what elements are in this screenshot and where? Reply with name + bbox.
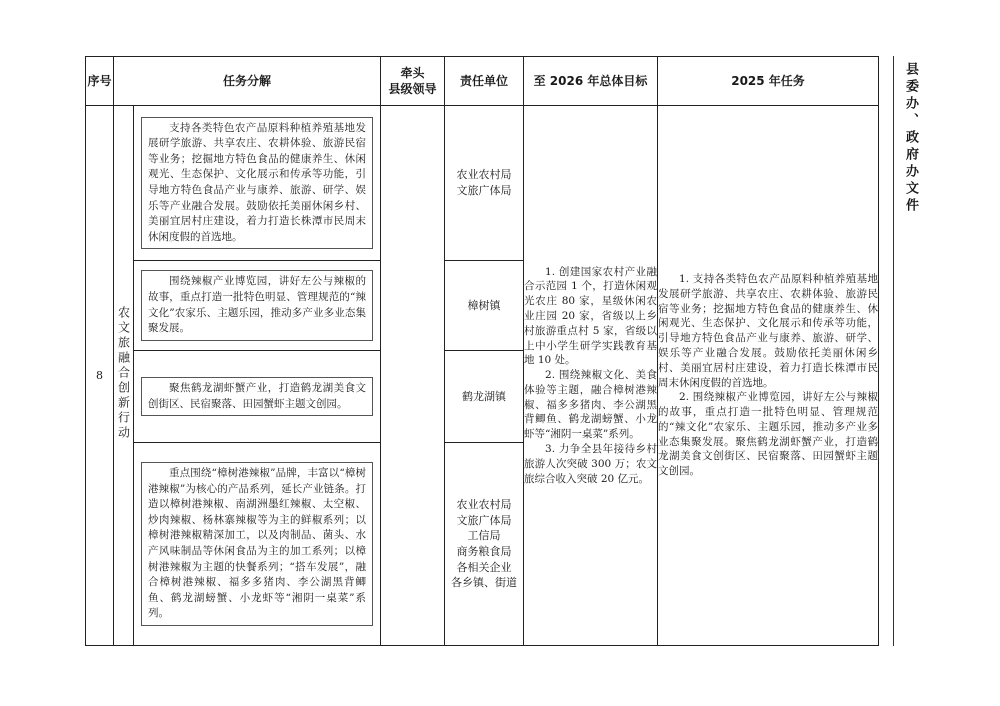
unit-line: 文旅广体局 <box>456 184 512 197</box>
unit-line: 农业农村局 <box>456 498 512 512</box>
subtask-cell <box>134 261 381 351</box>
unit-line: 各相关企业 <box>456 560 512 574</box>
row-category: 农文旅融合创新行动 <box>116 306 131 441</box>
side-divider <box>893 56 894 646</box>
subtask-text: 重点围绕“樟树港辣椒”品牌，丰富以“樟树港辣椒”为核心的产品系列，延长产业链条。打造以樟树港辣椒、南湖洲墨红辣椒、太空椒、炒肉辣椒、杨林寨辣椒等为主的鲜椒系列；以樟树港辣椒精深加工，以及肉制品、菌头、水产风味制品等休闲食品为主的加工系列；以樟树港辣椒为主题的快餐系列；“搭车发展”，融合樟树港辣椒、福多多猪肉、李公湖黑背鲫鱼、鹤龙湖螃蟹、小龙虾等“湘阴一桌菜”系列。 <box>148 467 367 620</box>
table-row <box>86 106 879 261</box>
row-category-cell <box>114 106 134 646</box>
task-table <box>85 56 879 646</box>
header-leader-line2: 县级领导 <box>388 82 437 96</box>
target-item: 2. 围绕辣椒文化、美食体验等主题，融合樟树港辣椒、福多多猪肉、李公湖黑背鲫鱼、鹤龙湖螃蟹、小龙虾等“湘阴一桌菜”系列。 <box>524 369 658 441</box>
header-leader <box>381 57 445 106</box>
target-item: 3. 力争全县年接待乡村旅游人次突破 300 万；农文旅综合收入突破 20 亿元。 <box>524 443 658 485</box>
subtask-cell <box>134 106 381 261</box>
subtask-cell <box>134 443 381 646</box>
subtask-cell <box>134 351 381 443</box>
task-item: 2. 围绕辣椒产业博览园，讲好左公与辣椒的故事，重点打造一批特色明显、管理规范的“辣文化”农家乐、主题乐园，推动多产业多业态集聚发展。聚焦鹤龙湖虾蟹产业，打造鹤龙湖美食文创街区、民宿聚落、田园蟹虾主题文创园。 <box>658 391 879 478</box>
header-seq: 序号 <box>86 57 114 106</box>
header-responsible-unit: 责任单位 <box>445 57 524 106</box>
subtask-text: 聚焦鹤龙湖虾蟹产业，打造鹤龙湖美食文创街区、民宿聚落、田园蟹虾主题文创园。 <box>148 381 367 410</box>
subtask-box <box>141 270 373 340</box>
subtask-text: 围绕辣椒产业博览园，讲好左公与辣椒的故事，重点打造一批特色明显、管理规范的“辣文化”农家乐、主题乐园，推动多产业多业态集聚发展。 <box>148 275 367 335</box>
unit-line: 鹤龙湖镇 <box>462 389 507 403</box>
tasks-2025-cell <box>658 106 879 646</box>
task-item: 1. 支持各类特色农产品原料种植养殖基地发展研学旅游、共享农庄、农耕体验、旅游民宿等业务；挖掘地方特色食品的健康养生、休闲观光、生态保护、文化展示和传承等功能，引导地方特色食品产业与康养、旅游、研学、娱乐等产业融合发展。鼓励依托美丽休闲乡村、美丽宜居村庄建设，着力打造长株潭市民周末休闲度假的首选地。 <box>658 272 879 389</box>
side-label: 县委办、政府办文件 <box>903 62 918 215</box>
subtask-box <box>141 117 373 250</box>
unit-line: 农业农村局 <box>456 168 512 182</box>
unit-line: 樟树镇 <box>467 298 501 312</box>
responsible-unit-cell <box>445 443 524 646</box>
responsible-unit-cell <box>445 351 524 443</box>
header-task-breakdown: 任务分解 <box>114 57 381 106</box>
unit-line: 各乡镇、街道 <box>451 576 518 590</box>
subtask-box <box>141 377 373 416</box>
responsible-unit-cell <box>445 106 524 261</box>
target-item: 1. 创建国家农村产业融合示范园 1 个，打造休闲观光农庄 80 家，星级休闲农业庄园 20 家，省级以上乡村旅游重点村 5 家，省级以上中小学生研学实践教育基地 10 处。 <box>524 265 658 367</box>
subtask-box <box>141 462 373 626</box>
row-seq: 8 <box>86 106 114 646</box>
header-target-2026: 至 2026 年总体目标 <box>524 57 658 106</box>
unit-line: 文旅广体局 <box>456 513 512 527</box>
row-leader <box>381 106 445 646</box>
unit-line: 工信局 <box>467 529 501 543</box>
unit-line: 商务粮食局 <box>456 545 512 558</box>
target-2026-cell <box>524 106 658 646</box>
header-row <box>86 57 879 106</box>
header-leader-line1: 牵头 <box>400 66 425 80</box>
responsible-unit-cell <box>445 261 524 351</box>
header-tasks-2025: 2025 年任务 <box>658 57 879 106</box>
subtask-text: 支持各类特色农产品原料种植养殖基地发展研学旅游、共享农庄、农耕体验、旅游民宿等业务；挖掘地方特色食品的健康养生、休闲观光、生态保护、文化展示和传承等功能，引导地方特色食品产业与康养、旅游、研学、娱乐等产业融合发展。鼓励依托美丽休闲乡村、美丽宜居村庄建设，着力打造长株潭市民周末休闲度假的首选地。 <box>148 121 367 243</box>
